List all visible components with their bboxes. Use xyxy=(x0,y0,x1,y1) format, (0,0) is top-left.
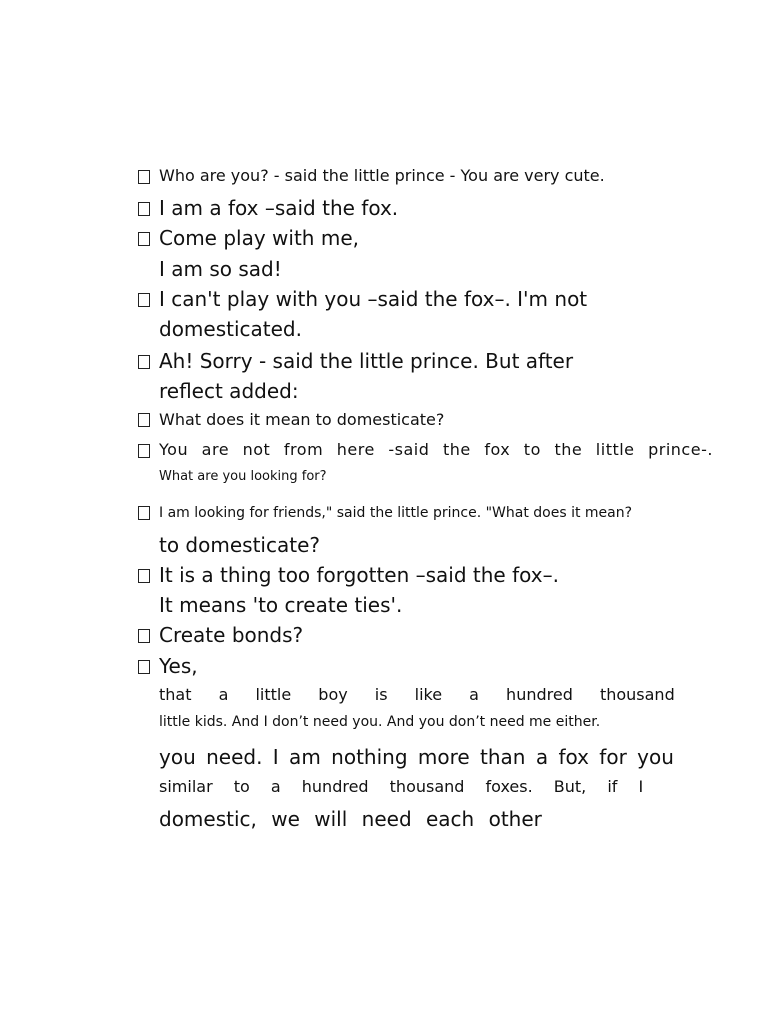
text-line: you need. I am nothing more than a fox for you xyxy=(159,745,674,769)
bullet-icon xyxy=(138,506,150,520)
text-line: I am looking for friends," said the little prince. "What does it mean? xyxy=(159,505,633,521)
text-line: Create bonds? xyxy=(159,623,304,647)
text-line: Yes, xyxy=(159,654,198,678)
bullet-icon xyxy=(138,413,150,427)
bullet-icon xyxy=(138,293,150,307)
text-line: domesticated. xyxy=(159,317,302,341)
text-line: Who are you? - said the little prince - You are very cute. xyxy=(159,166,605,185)
text-line: to domesticate? xyxy=(159,533,320,557)
text-line: What are you looking for? xyxy=(159,469,327,484)
text-line: similar to a hundred thousand foxes. But, if I xyxy=(159,777,644,796)
text-line: domestic, we will need each other xyxy=(159,807,542,831)
bullet-icon xyxy=(138,355,150,369)
bullet-icon xyxy=(138,444,150,458)
text-line: reflect added: xyxy=(159,379,299,403)
bullet-icon xyxy=(138,170,150,184)
text-line: little kids. And I don’t need you. And you don’t need me either. xyxy=(159,714,601,730)
text-line: It is a thing too forgotten –said the fox–. xyxy=(159,563,559,587)
bullet-icon xyxy=(138,202,150,216)
text-line: You are not from here -said the fox to the little prince-. xyxy=(159,440,713,459)
text-line: It means 'to create ties'. xyxy=(159,593,403,617)
bullet-icon xyxy=(138,660,150,674)
text-line: I am so sad! xyxy=(159,257,282,281)
text-line: Ah! Sorry - said the little prince. But after xyxy=(159,349,574,373)
text-line: Come play with me, xyxy=(159,226,359,250)
bullet-icon xyxy=(138,232,150,246)
text-line: I can't play with you –said the fox–. I'm not xyxy=(159,287,588,311)
text-line: I am a fox –said the fox. xyxy=(159,196,399,220)
bullet-icon xyxy=(138,569,150,583)
text-line: that a little boy is like a hundred thousand xyxy=(159,685,675,704)
bullet-icon xyxy=(138,629,150,643)
text-line: What does it mean to domesticate? xyxy=(159,410,445,429)
